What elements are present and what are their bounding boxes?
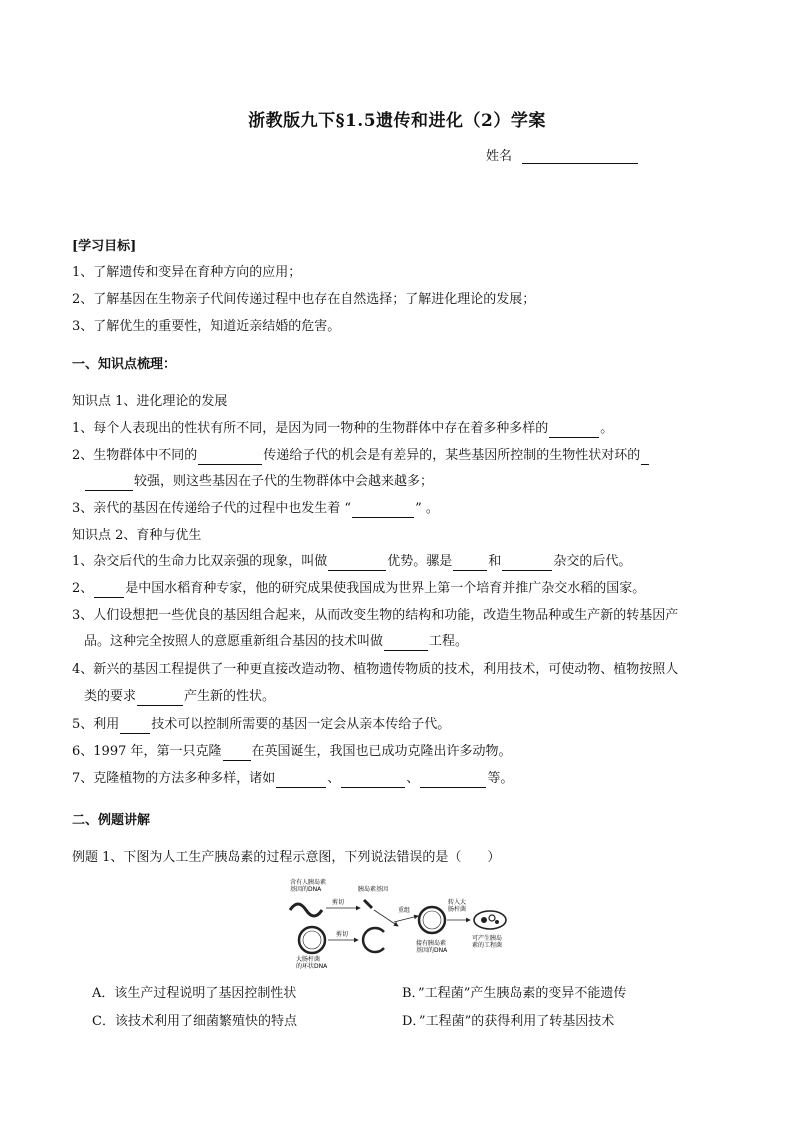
- answer-blank[interactable]: [502, 556, 552, 571]
- objectives-heading: [学习目标]: [72, 239, 137, 254]
- answer-blank[interactable]: [94, 583, 124, 598]
- name-label: 姓名: [486, 149, 513, 164]
- label-cut-1: 剪切: [332, 899, 345, 906]
- label-joined-dna: 接有胰岛素: [416, 940, 447, 947]
- option-b[interactable]: B．”工程菌”产生胰岛素的变异不能遗传: [402, 986, 627, 1001]
- name-field: [486, 145, 638, 164]
- answer-blank[interactable]: [641, 450, 649, 465]
- kp2-question-4-cont: 类的要求 产生新的性状。: [84, 689, 276, 704]
- opened-plasmid-icon: [363, 928, 384, 952]
- answer-blank[interactable]: [276, 773, 326, 788]
- answer-blank[interactable]: [198, 450, 262, 465]
- section1-heading: 一、知识点梳理：: [72, 357, 177, 372]
- section2-heading: 二、例题讲解: [72, 813, 151, 828]
- name-blank[interactable]: [522, 149, 638, 164]
- answer-blank[interactable]: [137, 691, 183, 706]
- kp2-question-3: 3、人们设想把一些优良的基因组合起来，从而改变生物的结构和功能，改造生物品种或生产新的转基因产: [72, 608, 679, 623]
- option-d[interactable]: D．”工程菌”的获得利用了转基因技术: [402, 1014, 615, 1029]
- label-joined-dna-2: 基因的DNA: [416, 947, 448, 954]
- kp2-title: 知识点 2、育种与优生: [72, 528, 202, 543]
- kp2-question-2: 2、 是中国水稻育种专家，他的研究成果使我国成为世界上第一个培育并推广杂交水稻的国家。: [72, 581, 646, 596]
- label-engineered: 可产生胰岛: [472, 935, 503, 942]
- label-recombine: 重组: [398, 907, 411, 914]
- human-dna-strand-icon: [290, 904, 322, 916]
- kp2-question-4: 4、新兴的基因工程提供了一种更直接改造动物、植物遗传物质的技术，利用技术，可使动物、植物按照人: [72, 662, 679, 677]
- answer-blank[interactable]: [352, 503, 414, 518]
- kp1-title: 知识点 1、进化理论的发展: [72, 394, 228, 409]
- answer-blank[interactable]: [384, 636, 428, 651]
- answer-blank[interactable]: [328, 556, 386, 571]
- kp2-question-5: 5、利用 技术可以控制所需要的基因一定会从亲本传给子代。: [72, 717, 451, 732]
- label-transfer-2: 肠杆菌: [448, 906, 467, 913]
- kp1-question-2-cont: 较强，则这些基因在子代的生物群体中会越来越多；: [84, 473, 433, 491]
- objective-item: 1、了解遗传和变异在育种方向的应用；: [72, 265, 302, 280]
- answer-blank[interactable]: [341, 773, 405, 788]
- label-cut-2: 剪切: [336, 931, 349, 938]
- label-ecoli-dna: 大肠杆菌: [296, 956, 321, 963]
- objective-item: 2、了解基因在生物亲子代间传递过程中也存在自然选择；了解进化理论的发展；: [72, 292, 536, 307]
- label-insulin-gene: 胰岛素基因: [358, 886, 389, 893]
- kp2-question-6: 6、1997 年，第一只克隆 在英国诞生，我国也已成功克隆出许多动物。: [72, 744, 512, 759]
- option-c[interactable]: C．该技术利用了细菌繁殖快的特点: [92, 1014, 297, 1029]
- kp2-question-7: 7、克隆植物的方法多种多样，诸如 、 、 等。: [72, 771, 514, 786]
- answer-blank[interactable]: [453, 556, 487, 571]
- label-engineered-2: 素的工程菌: [472, 942, 503, 949]
- kp2-question-3-cont: 品。这种完全按照人的意愿重新组合基因的技术叫做 工程。: [84, 634, 469, 649]
- label-transfer: 转入大: [448, 899, 467, 906]
- kp1-question-1: 1、每个人表现出的性状有所不同，是因为同一物种的生物群体中存在着多种多样的 。: [72, 421, 614, 436]
- insulin-production-diagram: [282, 874, 522, 970]
- example-1-question: 例题 1、下图为人工生产胰岛素的过程示意图，下列说法错误的是（ ）: [72, 850, 501, 865]
- label-human-dna-2: 基因的DNA: [290, 886, 322, 893]
- page-title: 浙教版九下§1.5遗传和进化（2）学案: [248, 111, 546, 131]
- option-a[interactable]: A．该生产过程说明了基因控制性状: [92, 986, 297, 1001]
- objective-item: 3、了解优生的重要性，知道近亲结婚的危害。: [72, 319, 341, 334]
- answer-blank[interactable]: [120, 719, 150, 734]
- label-ecoli-dna-2: 的环状DNA: [296, 963, 328, 970]
- insulin-gene-fragment-icon: [364, 900, 372, 908]
- label-human-dna: 含有人胰岛素: [290, 879, 327, 886]
- kp2-question-1: 1、杂交后代的生命力比双亲强的现象，叫做 优势。骡是 和 杂交的后代。: [72, 554, 632, 569]
- answer-blank[interactable]: [549, 423, 599, 438]
- kp1-question-2: 2、生物群体中不同的 传递给子代的机会是有差异的，某些基因所控制的生物性状对环的: [72, 447, 650, 465]
- kp1-question-3: 3、亲代的基因在传递给子代的过程中也发生着 “ ” 。: [72, 501, 439, 516]
- answer-blank[interactable]: [420, 773, 486, 788]
- answer-blank[interactable]: [223, 746, 251, 761]
- answer-blank[interactable]: [85, 476, 133, 491]
